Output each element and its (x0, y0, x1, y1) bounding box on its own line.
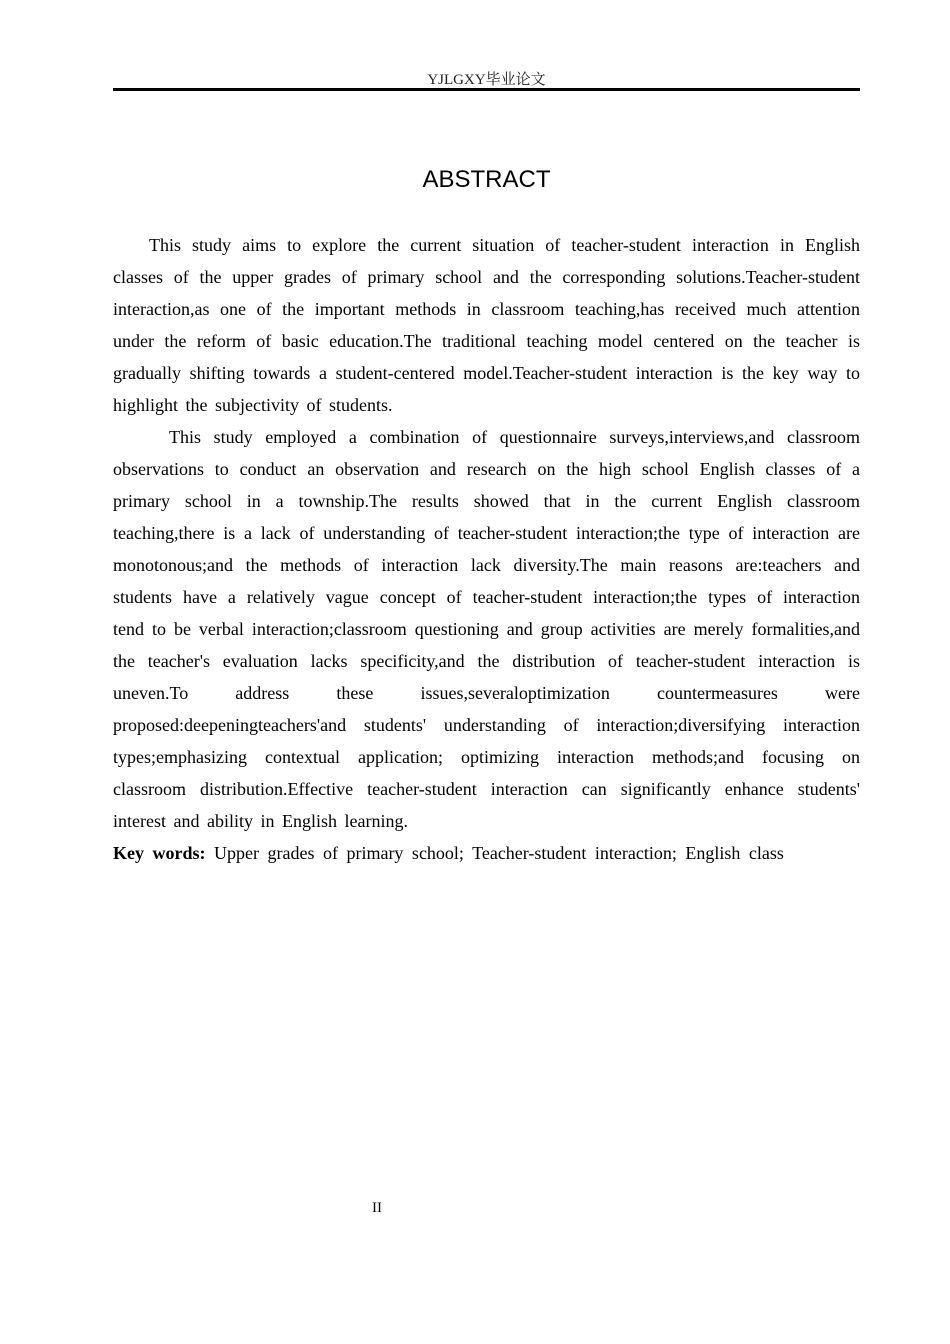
abstract-paragraph-1: This study aims to explore the current situation of teacher-student interaction in English classes of the upper grades of primary school and the corresponding solutions.Teacher-student interaction,as one of the important methods in classroom teaching,has received much attention under the reform of basic education.The traditional teaching model centered on the teacher is gradually shifting towards a student-centered model.Teacher-student interaction is the key way to highlight the subjectivity of students. (113, 235, 860, 415)
abstract-paragraph-2: This study employed a combination of questionnaire surveys,interviews,and classroom observations to conduct an observation and research on the high school English classes of a primary school in a township.The results showed that in the current English classroom teaching,there is a lack of understanding of teacher-student interaction;the type of interaction are monotonous;and the methods of interaction lack diversity.The main reasons are:teachers and students have a relatively vague concept of teacher-student interaction;the types of interaction tend to be verbal interaction;classroom questioning and group activities are merely formalities,and the teacher's evaluation lacks specificity,and the distribution of teacher-student interaction is uneven.To address these issues,severaloptimization countermeasures were proposed:deepeningteachers'and students' understanding of interaction;diversifying interaction types;emphasizing contextual application; optimizing interaction methods;and focusing on classroom distribution.Effective teacher-student interaction can significantly enhance students' interest and ability in English learning. (113, 427, 860, 831)
abstract-title: ABSTRACT (422, 166, 551, 193)
keywords-line (113, 837, 860, 869)
running-header: YJLGXY毕业论文 (427, 72, 546, 88)
keywords-text: Upper grades of primary school; Teacher-student interaction; English class (214, 843, 784, 863)
abstract-body (113, 229, 860, 869)
header-divider (113, 88, 860, 91)
keywords-label: Key words: (113, 843, 206, 863)
page-number: II (372, 1200, 382, 1216)
